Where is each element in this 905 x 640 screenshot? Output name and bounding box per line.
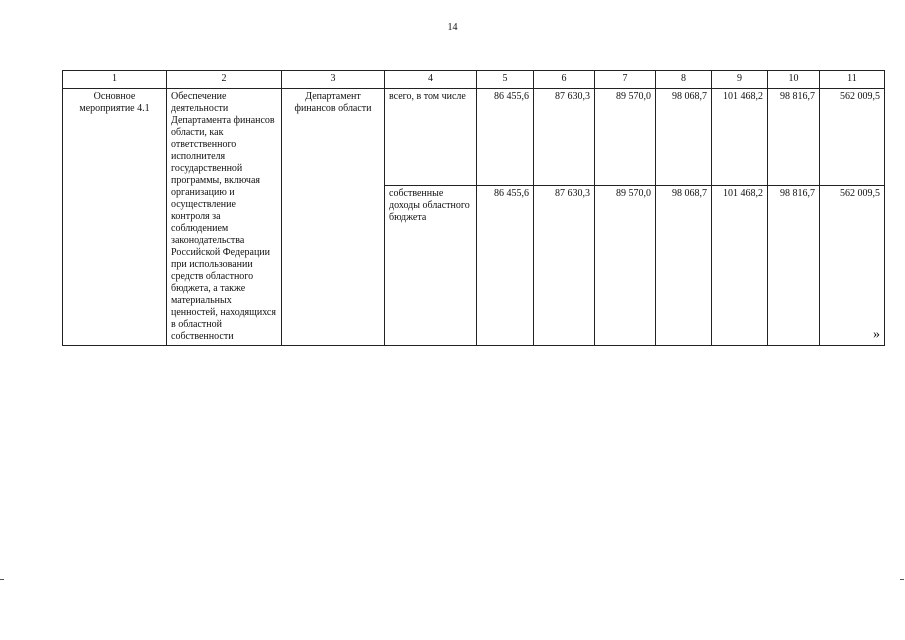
header-cell-10: 10 — [768, 71, 820, 89]
value-cell: 86 455,6 — [477, 89, 534, 186]
table-row-total — [63, 89, 885, 186]
value-cell: 87 630,3 — [534, 89, 595, 186]
header-cell-6: 6 — [534, 71, 595, 89]
header-cell-8: 8 — [656, 71, 712, 89]
value-cell: 98 816,7 — [768, 89, 820, 186]
value-cell: 86 455,6 — [477, 186, 534, 346]
funding-source-own: собственные доходы областного бюджета — [385, 186, 477, 346]
page-edge-mark-right — [900, 579, 904, 580]
value-cell: 101 468,2 — [712, 89, 768, 186]
description-cell: Обеспечение деятельности Департамента финансов области, как ответственного исполнителя государственной программы, включая организацию и осуществление контроля за соблюдением законодательства Российской Федерации при использовании средств областного бюджета, а также материальных ценностей, находящихся в областной собственности — [167, 89, 282, 346]
measure-cell: Основное мероприятие 4.1 — [63, 89, 167, 346]
header-cell-4: 4 — [385, 71, 477, 89]
header-cell-1: 1 — [63, 71, 167, 89]
page-edge-mark-left — [0, 579, 4, 580]
closing-quote: » — [873, 327, 880, 342]
header-cell-2: 2 — [167, 71, 282, 89]
value-cell: 98 816,7 — [768, 186, 820, 346]
value-cell: 89 570,0 — [595, 186, 656, 346]
value-cell: 562 009,5 — [820, 89, 885, 186]
header-row — [63, 71, 885, 89]
value-cell: 98 068,7 — [656, 186, 712, 346]
header-cell-9: 9 — [712, 71, 768, 89]
executor-cell: Департамент финансов области — [282, 89, 385, 346]
funding-source-total: всего, в том числе — [385, 89, 477, 186]
value-cell: 89 570,0 — [595, 89, 656, 186]
page-number: 14 — [447, 22, 458, 33]
value-cell: 562 009,5 — [820, 186, 885, 346]
budget-table — [62, 70, 885, 346]
header-cell-7: 7 — [595, 71, 656, 89]
header-cell-11: 11 — [820, 71, 885, 89]
header-cell-3: 3 — [282, 71, 385, 89]
value-cell: 101 468,2 — [712, 186, 768, 346]
header-cell-5: 5 — [477, 71, 534, 89]
value-cell: 87 630,3 — [534, 186, 595, 346]
value-cell: 98 068,7 — [656, 89, 712, 186]
